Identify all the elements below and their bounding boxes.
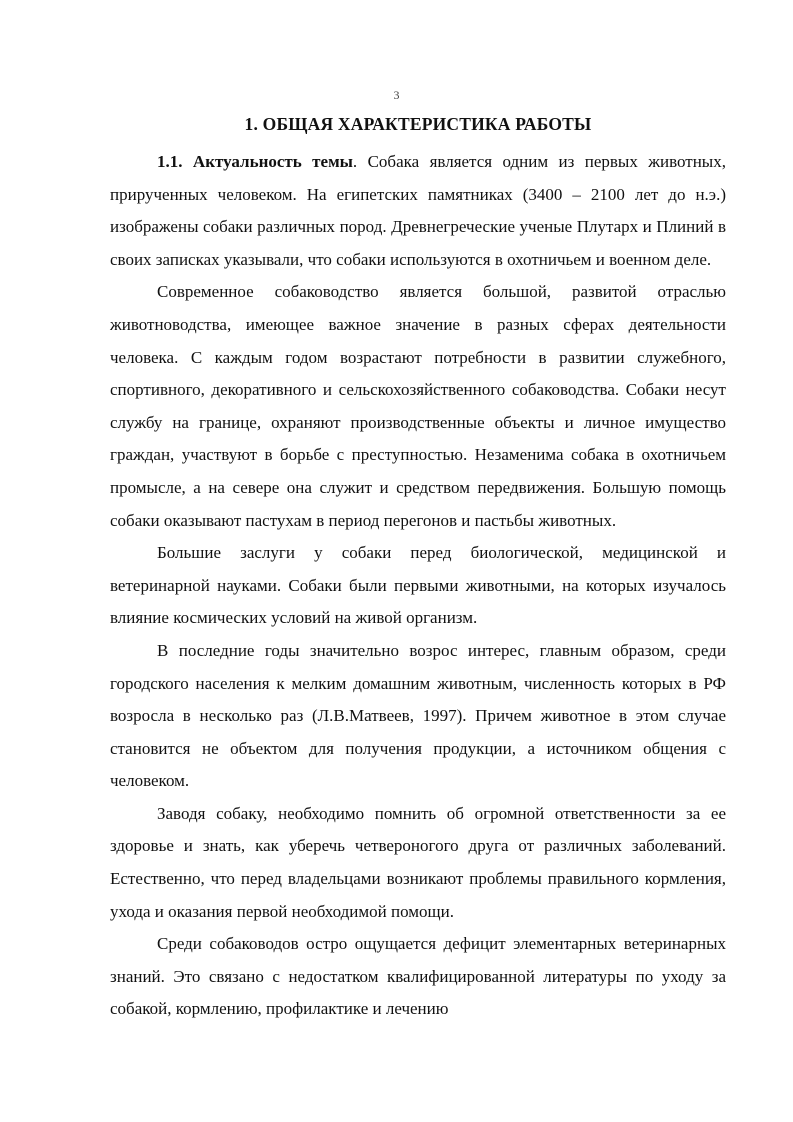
paragraph: Большие заслуги у собаки перед биологической, медицинской и ветеринарной науками. Собаки были первыми животными, на которых изучалось влияние космических условий на живой организм.: [110, 543, 726, 628]
subsection-title: 1.1. Актуальность темы: [157, 152, 353, 171]
subsection-intro-text: . Собака является одним из первых животных, прирученных человеком. На египетских памятниках (3400 – 2100 лет до н.э.) изображены собаки различных пород. Древнегреческие ученые Плутарх и Плиний в своих записках указывали, что собаки используются в охотничьем и военном деле.: [110, 152, 726, 269]
section-heading: 1. ОБЩАЯ ХАРАКТЕРИСТИКА РАБОТЫ: [244, 114, 592, 134]
paragraph: Современное собаководство является большой, развитой отраслью животноводства, имеющее важное значение в разных сферах деятельности человека. С каждым годом возрастают потребности в развитии служебного, спортивного, декоративного и сельскохозяйственного собаководства. Собаки несут службу на границе, охраняют производственные объекты и личное имущество граждан, участвуют в борьбе с преступностью. Незаменима собака в охотничьем промысле, а на севере она служит и средством передвижения. Большую помощь собаки оказывают пастухам в период перегонов и пастьбы животных.: [110, 282, 726, 530]
paragraph: В последние годы значительно возрос интерес, главным образом, среди городского населения к мелким домашним животным, численность которых в РФ возросла в несколько раз (Л.В.Матвеев, 1997). Причем животное в этом случае становится не объектом для получения продукции, а источником общения с человеком.: [110, 640, 726, 791]
page-number: 3: [393, 88, 400, 102]
paragraph: Среди собаководов остро ощущается дефицит элементарных ветеринарных знаний. Это связано с недостатком квалифицированной литературы по уходу за собакой, кормлению, профилактике и лечению: [110, 934, 726, 1019]
body-text: [110, 146, 726, 1026]
paragraph: Заводя собаку, необходимо помнить об огромной ответственности за ее здоровье и знать, как уберечь четвероногого друга от различных заболеваний. Естественно, что перед владельцами возникают проблемы правильного кормления, ухода и оказания первой необходимой помощи.: [110, 803, 726, 921]
paragraph-intro: [110, 146, 726, 276]
